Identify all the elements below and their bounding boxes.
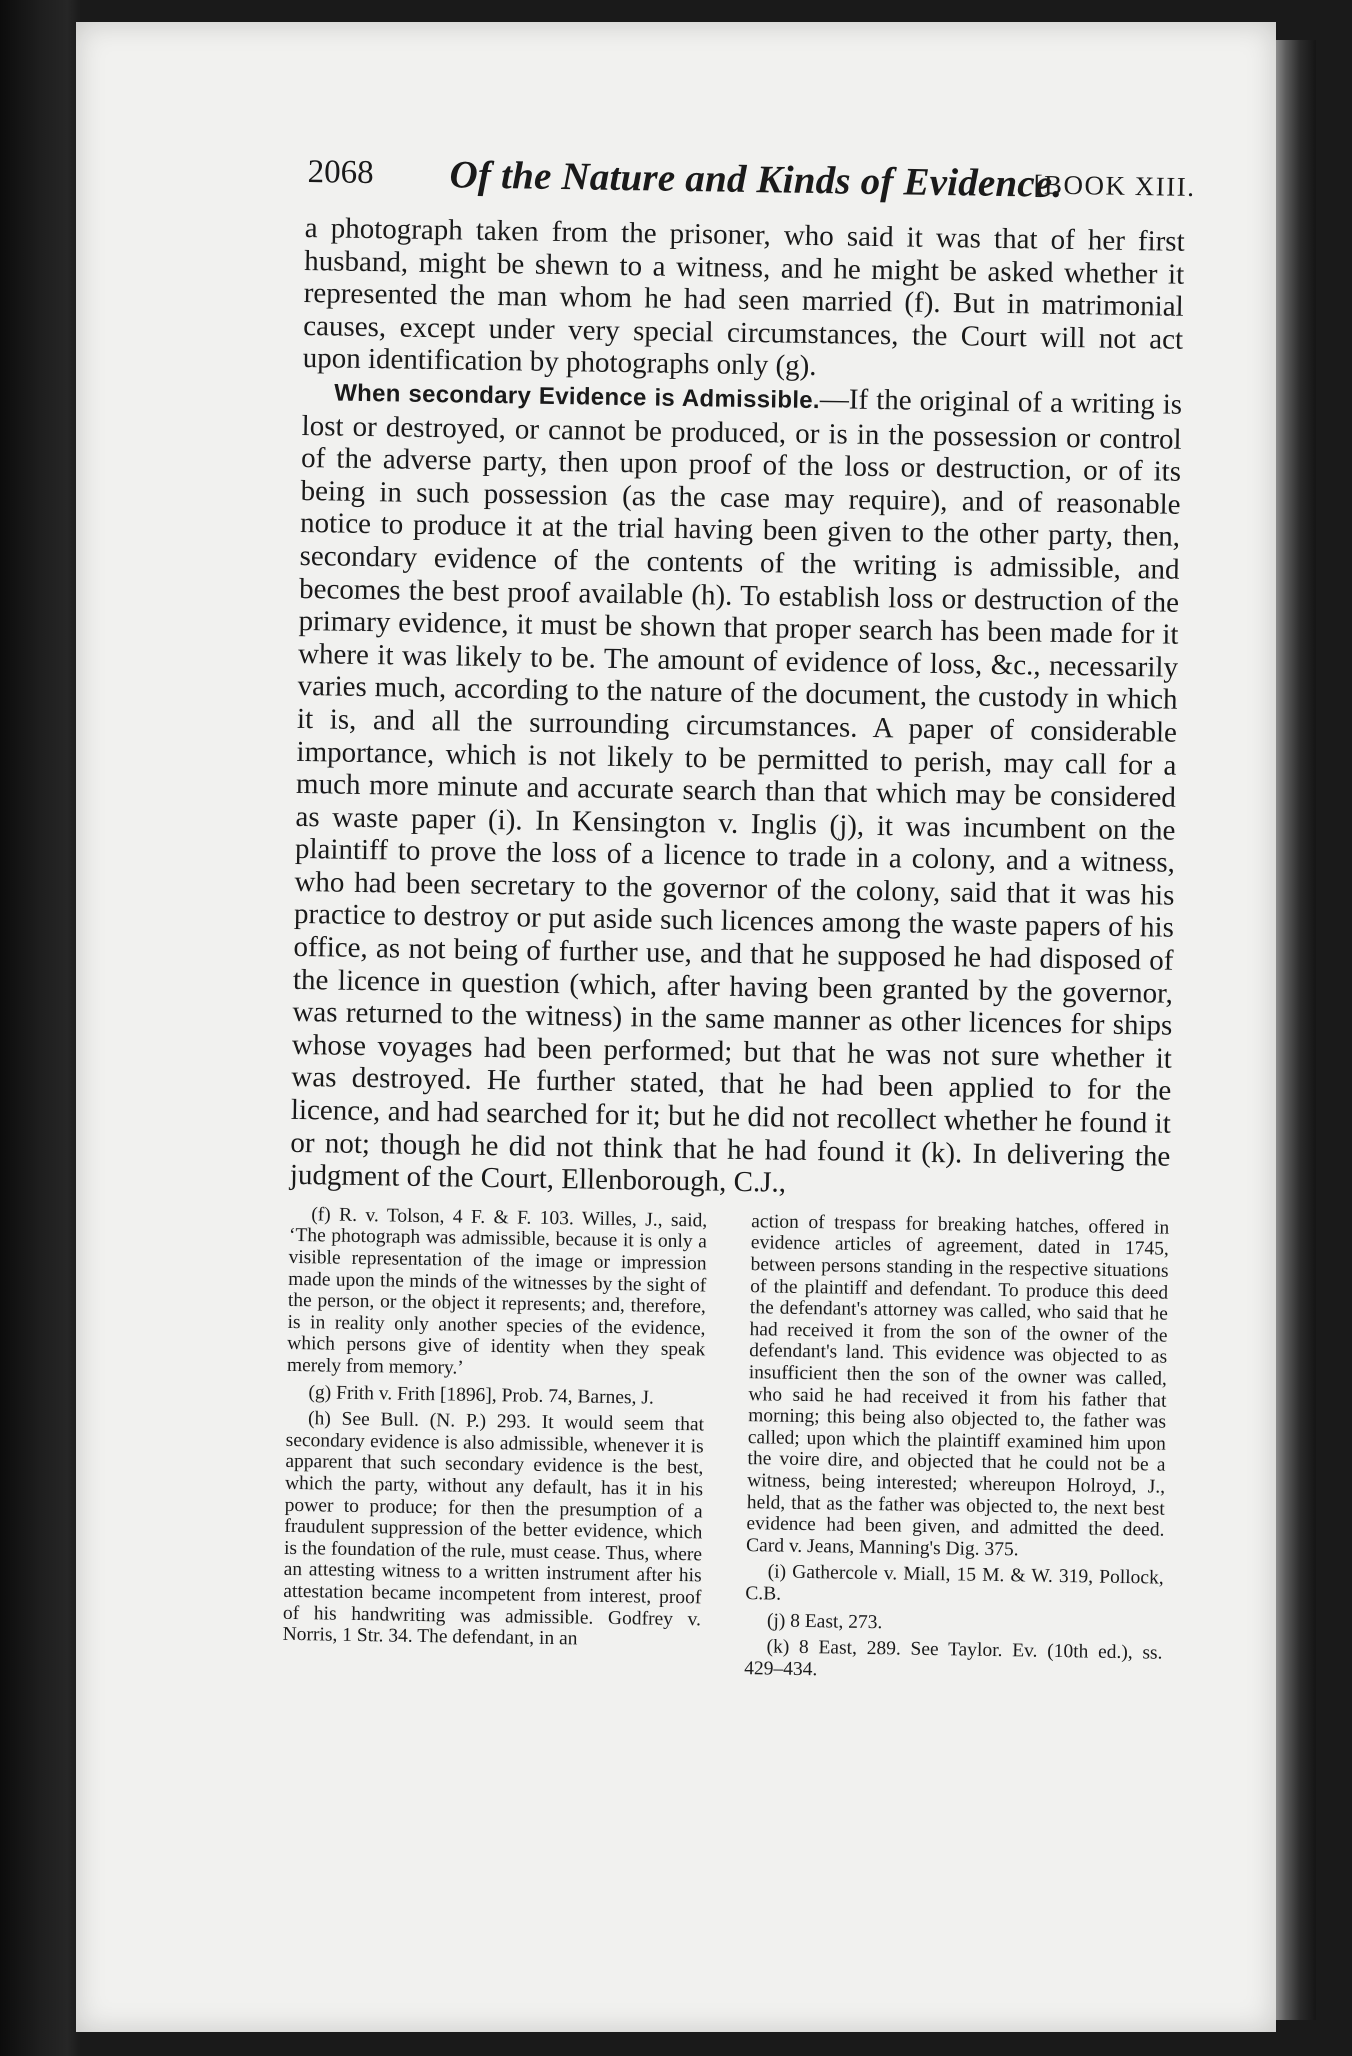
page-number: 2068: [307, 154, 374, 192]
body-text: [290, 212, 1185, 1206]
footnotes-right-column: [744, 1211, 1169, 1691]
paragraph-photograph: a photograph taken from the prisoner, who said it was that of her first husband, might be shewn to a witness, and he might be asked whether it represented the man whom he had seen married (f). But in matrimonial causes, except under very special circumstances, the Court will not act upon identification by photographs only (g).: [302, 211, 1185, 383]
footnote-g: (g) Frith v. Frith [1896], Prob. 74, Barnes, J.: [308, 1381, 655, 1409]
footnotes-left-column: [282, 1204, 707, 1684]
footnote-i: (i) Gathercole v. Miall, 15 M. & W. 319, Pollock, C.B.: [745, 1561, 1164, 1605]
book-label: [BOOK XIII.: [1033, 169, 1196, 202]
paragraph-secondary-evidence: [290, 375, 1183, 1206]
footnote-f: (f) R. v. Tolson, 4 F. & F. 103. Willes, J., said, ‘The photograph was admissible, because it is only a visible representation of the image or impression made upon the minds of the witnesses by the sight of the person, or the object it represents; and, therefore, is in reality only another species of the evidence, which persons give of identity when they speak merely from memory.’: [286, 1204, 708, 1379]
footnote-k: (k) 8 East, 289. See Taylor. Ev. (10th ed.), ss. 429–434.: [744, 1636, 1163, 1680]
side-heading: When secondary Evidence is Admissible.: [333, 379, 821, 415]
paragraph-secondary-evidence-text: —If the original of a writing is lost or destroyed, or cannot be produced, or is in the possession or control of the adverse party, then upon proof of the loss or destruction, or of its being in such possession (as the case may require), and of reasonable notice to produce it at the trial having been given to the other party, then, secondary evidence of the contents of the writing is admissible, and becomes the best proof available (h). To establish loss or destruction of the primary evidence, it must be shown that proper search has been made for it where it was likely to be. The amount of evidence of loss, &c., necessarily varies much, according to the nature of the document, the custody in which it is, and all the surrounding circumstances. A paper of considerable importance, which is not likely to be permitted to perish, may call for a much more minute and accurate search than that which may be considered as waste paper (i). In Kensington v. Inglis (j), it was incumbent on the plaintiff to prove the loss of a licence to trade in a colony, and a witness, who had been secretary to the governor of the colony, said that it was his practice to destroy or put aside such licences among the waste papers of his office, as not being of further use, and that he supposed he had disposed of the licence in question (which, after having been granted by the governor, was returned to the witness) in the same manner as other licences for ships whose voyages had been performed; but that he was not sure whether it was destroyed. He further stated, that he had been applied to for the licence, and had searched for it; but he did not recollect whether he found it or not; though he did not think that he had found it (k). In delivering the judgment of the Court, Ellenborough, C.J.,: [289, 383, 1183, 1199]
footnotes: [282, 1204, 1169, 1691]
page-title: Of the Nature and Kinds of Evidence.: [449, 153, 1063, 206]
page-edge: [1276, 40, 1316, 2020]
footnote-j: (j) 8 East, 273.: [766, 1609, 883, 1633]
footnote-h-continued: action of trespass for breaking hatches, offered in evidence articles of agreement, dated in 1745, between persons standing in the respective situations of the plaintiff and defendant. To produce this deed the defendant's attorney was called, who said that he had received it from the son of the owner of the defendant's land. This evidence was objected to as insufficient then the son of the owner was called, who said he had received it from his father that morning; this being also objected to, the father was called; upon which the plaintiff examined him upon the voire dire, and objected that he could not be a witness, being interested; whereupon Holroyd, J., held, that as the father was objected to, the next best evidence had been given, and admitted the deed. Card v. Jeans, Manning's Dig. 375.: [745, 1210, 1170, 1561]
footnote-h: (h) See Bull. (N. P.) 293. It would seem that secondary evidence is also admissible, whenever it is apparent that such secondary evidence is the best, which the party, without any default, has it in his power to produce; for then the presumption of a fraudulent suppression of the better evidence, which is the foundation of the rule, must cease. Thus, where an attesting witness to a written instrument after his attestation became incompetent from interest, proof of his handwriting was admissible. Godfrey v. Norris, 1 Str. 34. The defendant, in an: [282, 1408, 705, 1650]
text-block: [282, 150, 1196, 1691]
